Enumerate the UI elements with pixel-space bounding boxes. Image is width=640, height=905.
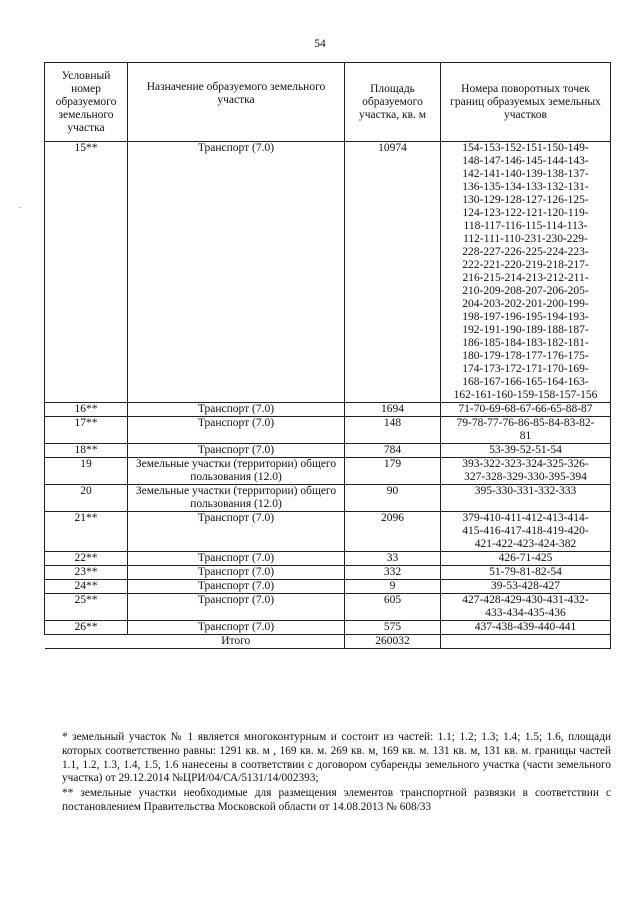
cell-area: 332 bbox=[345, 566, 441, 580]
cell-purpose: Транспорт (7.0) bbox=[128, 621, 345, 635]
cell-points bbox=[441, 621, 611, 635]
cell-area: 9 bbox=[345, 580, 441, 594]
table-row bbox=[45, 485, 611, 512]
table-row bbox=[45, 444, 611, 458]
cell-plot-number: 18** bbox=[45, 444, 128, 458]
cell-area: 179 bbox=[345, 458, 441, 485]
cell-points bbox=[441, 580, 611, 594]
points-line: 142-141-140-139-138-137- bbox=[462, 168, 589, 180]
cell-points bbox=[441, 566, 611, 580]
points-line: 174-173-172-171-170-169- bbox=[462, 363, 589, 375]
points-line: 379-410-411-412-413-414- bbox=[462, 512, 589, 524]
points-line: 421-422-423-424-382 bbox=[474, 538, 577, 550]
cell-points bbox=[441, 512, 611, 552]
cell-area: 1694 bbox=[345, 403, 441, 417]
points-line: 327-328-329-330-395-394 bbox=[464, 471, 587, 483]
cell-area: 10974 bbox=[345, 142, 441, 403]
footnotes bbox=[62, 731, 611, 815]
cell-purpose: Транспорт (7.0) bbox=[128, 512, 345, 552]
total-label: Итого bbox=[128, 635, 345, 649]
points-line: 198-197-196-195-194-193- bbox=[462, 311, 589, 323]
points-line: 79-78-77-76-86-85-84-83-82- bbox=[456, 417, 595, 429]
cell-plot-number: 24** bbox=[45, 580, 128, 594]
table-row bbox=[45, 552, 611, 566]
footnote-2: ** земельные участки необходимые для размещения элементов транспортной развязки в соответствии с постановлением Правительства Московской области от 14.08.2013 № 608/33 bbox=[62, 787, 611, 813]
points-line: 51-79-81-82-54 bbox=[489, 566, 562, 578]
points-line: 168-167-166-165-164-163- bbox=[462, 376, 589, 388]
points-line: 180-179-178-177-176-175- bbox=[462, 350, 589, 362]
header-points: Номера поворотных точек границ образуемых земельных участков bbox=[441, 63, 611, 142]
cell-purpose: Транспорт (7.0) bbox=[128, 580, 345, 594]
points-line: 415-416-417-418-419-420- bbox=[462, 525, 589, 537]
cell-points bbox=[441, 485, 611, 512]
points-line: 148-147-146-145-144-143- bbox=[462, 155, 589, 167]
table-row bbox=[45, 512, 611, 552]
points-line: 393-322-323-324-325-326- bbox=[462, 458, 589, 470]
header-area: Площадь образуемого участка, кв. м bbox=[345, 63, 441, 142]
cell-points bbox=[441, 552, 611, 566]
cell-purpose: Земельные участки (территории) общего пользования (12.0) bbox=[128, 485, 345, 512]
total-spacer bbox=[45, 635, 128, 649]
cell-area: 33 bbox=[345, 552, 441, 566]
header-plot-number: Условный номер образуемого земельного участка bbox=[45, 63, 128, 142]
footnote-1: * земельный участок № 1 является многоконтурным и состоит из частей: 1.1; 1.2; 1.3; 1.4; 1.5; 1.6, площади которых соответственно равны: 1291 кв. м , 169 кв. м. 269 кв. м, 169 кв. м. 131 кв. м, 131 кв. м. границы частей 1.1, 1.2, 1.3, 1.4, 1.5, 1.6 нанесены в соответствии с договором субаренды земельного участка (части земельного участка) от 29.12.2014 №ЦРИ/04/СА/5131/14/002393; bbox=[62, 731, 611, 785]
cell-purpose: Транспорт (7.0) bbox=[128, 444, 345, 458]
cell-plot-number: 20 bbox=[45, 485, 128, 512]
points-line: 112-111-110-231-230-229- bbox=[463, 233, 588, 245]
cell-plot-number: 22** bbox=[45, 552, 128, 566]
total-empty-cell bbox=[441, 635, 611, 649]
cell-area: 148 bbox=[345, 417, 441, 444]
points-line: 186-185-184-183-182-181- bbox=[462, 337, 589, 349]
table-total-row bbox=[45, 635, 611, 649]
cell-area: 575 bbox=[345, 621, 441, 635]
cell-points bbox=[441, 458, 611, 485]
table-row bbox=[45, 142, 611, 403]
table-row bbox=[45, 594, 611, 621]
points-line: 124-123-122-121-120-119- bbox=[462, 207, 589, 219]
points-line: 426-71-425 bbox=[498, 552, 553, 564]
table-row bbox=[45, 417, 611, 444]
cell-plot-number: 21** bbox=[45, 512, 128, 552]
cell-area: 90 bbox=[345, 485, 441, 512]
points-line: 437-438-439-440-441 bbox=[474, 621, 577, 633]
points-line: 204-203-202-201-200-199- bbox=[462, 298, 589, 310]
cell-plot-number: 15** bbox=[45, 142, 128, 403]
cell-purpose: Транспорт (7.0) bbox=[128, 417, 345, 444]
page-number: 54 bbox=[314, 38, 326, 50]
points-line: 210-209-208-207-206-205- bbox=[462, 285, 589, 297]
table-row bbox=[45, 621, 611, 635]
points-line: 130-129-128-127-126-125- bbox=[462, 194, 589, 206]
cell-points bbox=[441, 142, 611, 403]
points-line: 39-53-428-427 bbox=[491, 580, 560, 592]
cell-purpose: Транспорт (7.0) bbox=[128, 403, 345, 417]
cell-plot-number: 26** bbox=[45, 621, 128, 635]
points-line: 154-153-152-151-150-149- bbox=[462, 142, 589, 154]
points-line: 222-221-220-219-218-217- bbox=[462, 259, 589, 271]
total-value: 260032 bbox=[345, 635, 441, 649]
table-header-row bbox=[45, 63, 611, 142]
cell-plot-number: 17** bbox=[45, 417, 128, 444]
cell-purpose: Транспорт (7.0) bbox=[128, 566, 345, 580]
cell-purpose: Транспорт (7.0) bbox=[128, 552, 345, 566]
cell-purpose: Транспорт (7.0) bbox=[128, 142, 345, 403]
cell-plot-number: 25** bbox=[45, 594, 128, 621]
points-line: 228-227-226-225-224-223- bbox=[462, 246, 589, 258]
table-body bbox=[45, 142, 611, 649]
cell-area: 605 bbox=[345, 594, 441, 621]
points-line: 71-70-69-68-67-66-65-88-87 bbox=[458, 403, 593, 415]
table-row bbox=[45, 403, 611, 417]
margin-mark bbox=[19, 207, 21, 208]
table-row bbox=[45, 458, 611, 485]
points-line: 136-135-134-133-132-131- bbox=[462, 181, 589, 193]
cell-purpose: Земельные участки (территории) общего пользования (12.0) bbox=[128, 458, 345, 485]
land-plots-table bbox=[44, 62, 611, 649]
points-line: 53-39-52-51-54 bbox=[489, 444, 562, 456]
table-row bbox=[45, 580, 611, 594]
points-line: 433-434-435-436 bbox=[485, 607, 566, 619]
points-line: 427-428-429-430-431-432- bbox=[462, 594, 589, 606]
header-purpose: Назначение образуемого земельного участка bbox=[128, 63, 345, 142]
cell-purpose: Транспорт (7.0) bbox=[128, 594, 345, 621]
points-line: 192-191-190-189-188-187- bbox=[462, 324, 589, 336]
points-line: 395-330-331-332-333 bbox=[474, 485, 577, 497]
cell-points bbox=[441, 594, 611, 621]
points-line: 81 bbox=[519, 430, 532, 442]
points-line: 118-117-116-115-114-113- bbox=[463, 220, 588, 232]
cell-area: 2096 bbox=[345, 512, 441, 552]
cell-plot-number: 16** bbox=[45, 403, 128, 417]
cell-points bbox=[441, 444, 611, 458]
cell-plot-number: 19 bbox=[45, 458, 128, 485]
points-line: 216-215-214-213-212-211- bbox=[462, 272, 589, 284]
table-row bbox=[45, 566, 611, 580]
cell-area: 784 bbox=[345, 444, 441, 458]
points-line: 162-161-160-159-158-157-156 bbox=[453, 389, 598, 401]
cell-points bbox=[441, 403, 611, 417]
cell-plot-number: 23** bbox=[45, 566, 128, 580]
cell-points bbox=[441, 417, 611, 444]
